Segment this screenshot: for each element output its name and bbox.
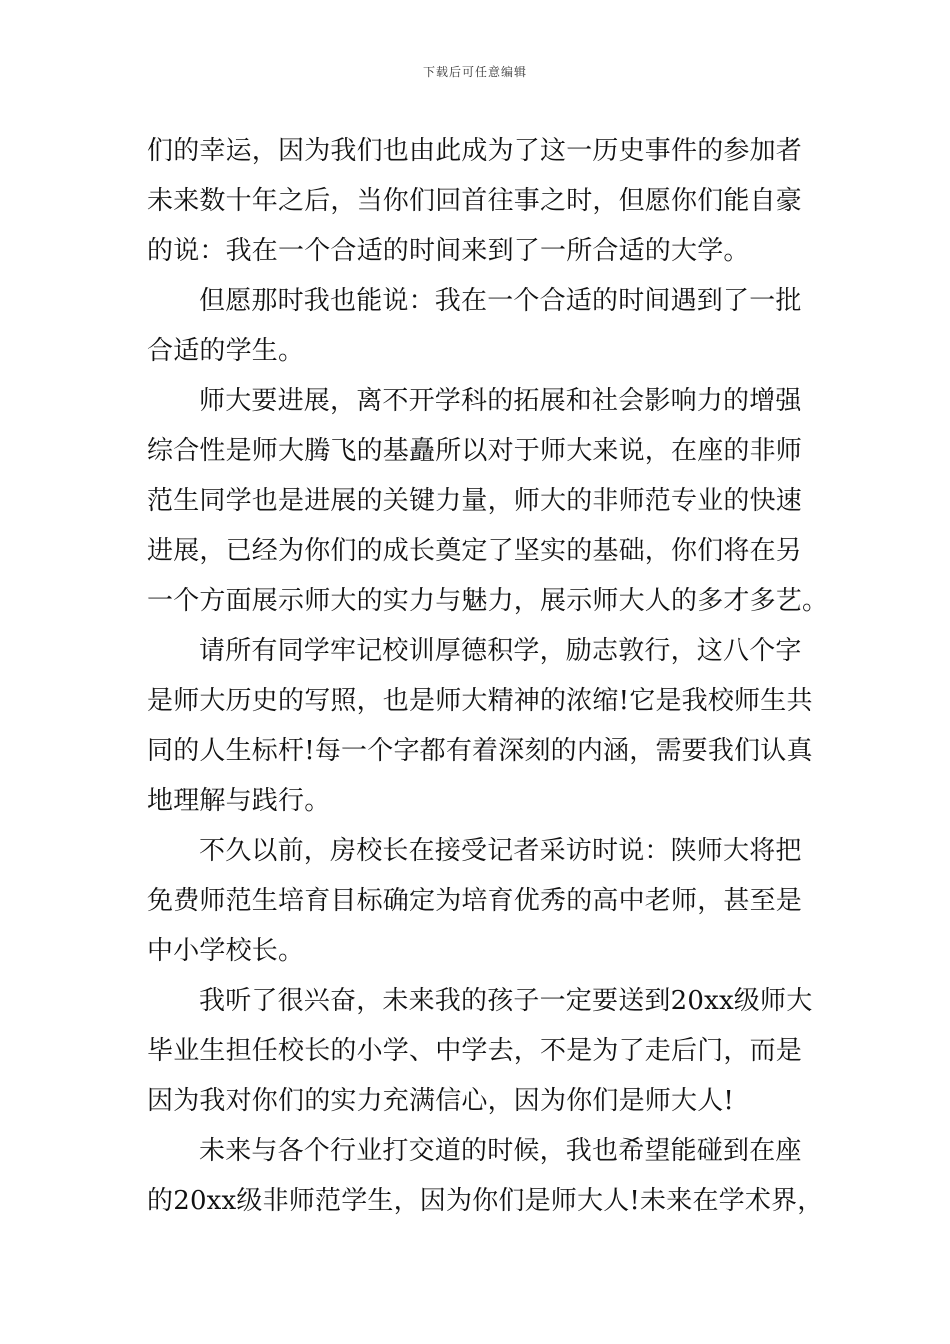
text-line: 的20xx级非师范学生，因为你们是师大人!未来在学术界， — [147, 1186, 824, 1216]
text-line: 免费师范生培育目标确定为培育优秀的高中老师，甚至是 — [147, 886, 803, 916]
text-line: 因为我对你们的实力充满信心，因为你们是师大人! — [147, 1086, 735, 1116]
text-line: 地理解与践行。 — [147, 786, 331, 816]
text-line: 师大要进展，离不开学科的拓展和社会影响力的增强 — [199, 386, 802, 416]
text-line: 请所有同学牢记校训厚德积学，励志敦行，这八个字 — [199, 636, 802, 666]
text-line: 是师大历史的写照，也是师大精神的浓缩!它是我校师生共 — [147, 686, 813, 716]
page-header-note: 下载后可任意编辑 — [422, 65, 527, 79]
text-line: 毕业生担任校长的小学、中学去，不是为了走后门，而是 — [147, 1036, 803, 1066]
text-line: 中小学校长。 — [147, 936, 305, 966]
text-line: 进展，已经为你们的成长奠定了坚实的基础，你们将在另 — [147, 536, 803, 566]
text-line: 综合性是师大腾飞的基矗所以对于师大来说，在座的非师 — [147, 436, 803, 466]
text-line: 的说：我在一个合适的时间来到了一所合适的大学。 — [147, 236, 750, 266]
text-line: 未来与各个行业打交道的时候，我也希望能碰到在座 — [199, 1136, 802, 1166]
text-line: 不久以前，房校长在接受记者采访时说：陕师大将把 — [199, 836, 802, 866]
text-line: 同的人生标杆!每一个字都有着深刻的内涵，需要我们认真 — [147, 736, 813, 766]
text-line: 合适的学生。 — [147, 336, 305, 366]
text-line: 但愿那时我也能说：我在一个合适的时间遇到了一批 — [199, 286, 802, 316]
body-text — [147, 126, 829, 1226]
text-line: 我听了很兴奋，未来我的孩子一定要送到20xx级师大 — [199, 986, 813, 1016]
text-line: 范生同学也是进展的关键力量，师大的非师范专业的快速 — [147, 486, 803, 516]
text-line: 未来数十年之后，当你们回首往事之时，但愿你们能自豪 — [147, 186, 803, 216]
text-line: 一个方面展示师大的实力与魅力，展示师大人的多才多艺。 — [147, 586, 829, 616]
text-line: 们的幸运，因为我们也由此成为了这一历史事件的参加者 — [147, 136, 803, 166]
